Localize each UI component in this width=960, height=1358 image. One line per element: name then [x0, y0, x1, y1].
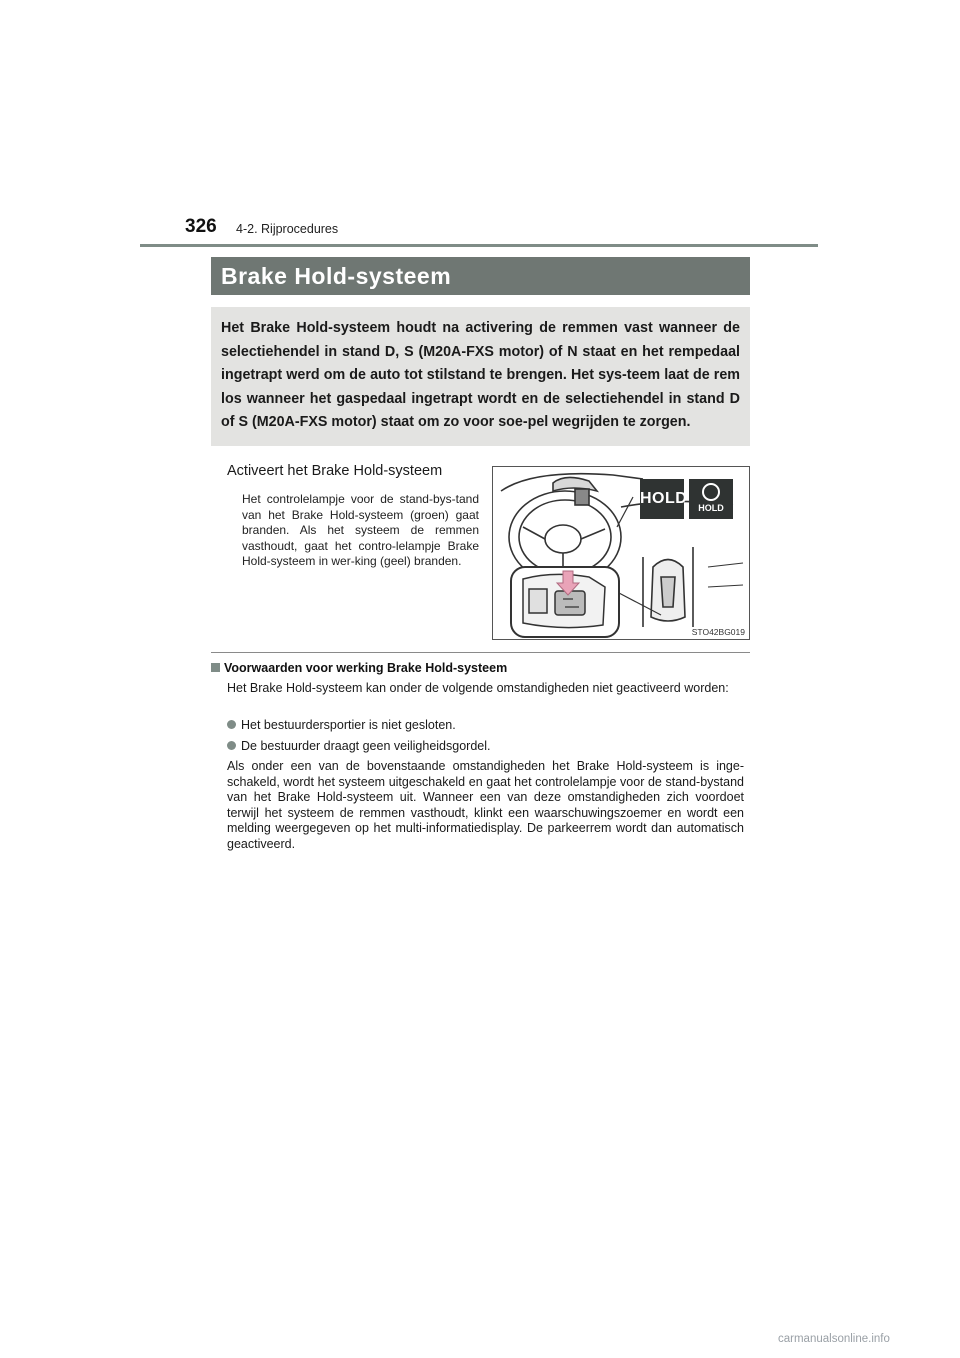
list-item: Het bestuurdersportier is niet gesloten. [227, 718, 456, 732]
watermark: carmanualsonline.info [778, 1333, 890, 1345]
conditions-heading: Voorwaarden voor werking Brake Hold-systeem [211, 661, 507, 675]
illustration [492, 466, 750, 640]
page-number: 326 [185, 216, 217, 237]
conditions-intro: Het Brake Hold-systeem kan onder de volgende omstandigheden niet geactiveerd worden: [227, 681, 729, 695]
step-description: Het controlelampje voor de stand-bys-tand van het Brake Hold-systeem (groen) gaat branden. Als het systeem de remmen vasthoudt, gaat het contro-lelampje Brake Hold-systeem in wer-king (geel) branden. [242, 492, 479, 568]
header-rule [140, 244, 818, 247]
conditions-closing: Als onder een van de bovenstaande omstandigheden het Brake Hold-systeem is inge-schakeld, wordt het systeem uitgeschakeld en gaat het controlelampje voor de stand-bystand van het Brake Hold-systeem uit. Wanneer een van deze omstandigheden zich voordoet terwijl het systeem de remmen vasthoudt, klinkt een waarschuwingszoemer en wordt een melding weergegeven op het multi-informatiedisplay. De parkeerrem wordt dan automatisch geactiveerd. [227, 759, 744, 851]
breadcrumb: 4-2. Rijprocedures [236, 222, 339, 236]
section-divider [211, 652, 750, 653]
list-item: De bestuurder draagt geen veiligheidsgordel. [227, 739, 490, 753]
step-title: Activeert het Brake Hold-systeem [227, 463, 443, 479]
intro-box: Het Brake Hold-systeem houdt na activering de remmen vast wanneer de selectiehendel in stand D, S (M20A-FXS motor) of N staat en het rempedaal ingetrapt werd om de auto tot stilstand te brengen. Het sys-teem laat de rem los wanneer het gaspedaal ingetrapt wordt en de selectiehendel in stand D of S (M20A-FXS motor) staat om zo voor soe-pel wegrijden te zorgen. [211, 307, 750, 446]
lamp-hold-icon: HOLD [640, 479, 684, 519]
brake-circle-icon: HOLD [689, 479, 733, 519]
section-title: Brake Hold-systeem [211, 257, 750, 295]
figure-code: STO42BG019 [691, 627, 745, 637]
